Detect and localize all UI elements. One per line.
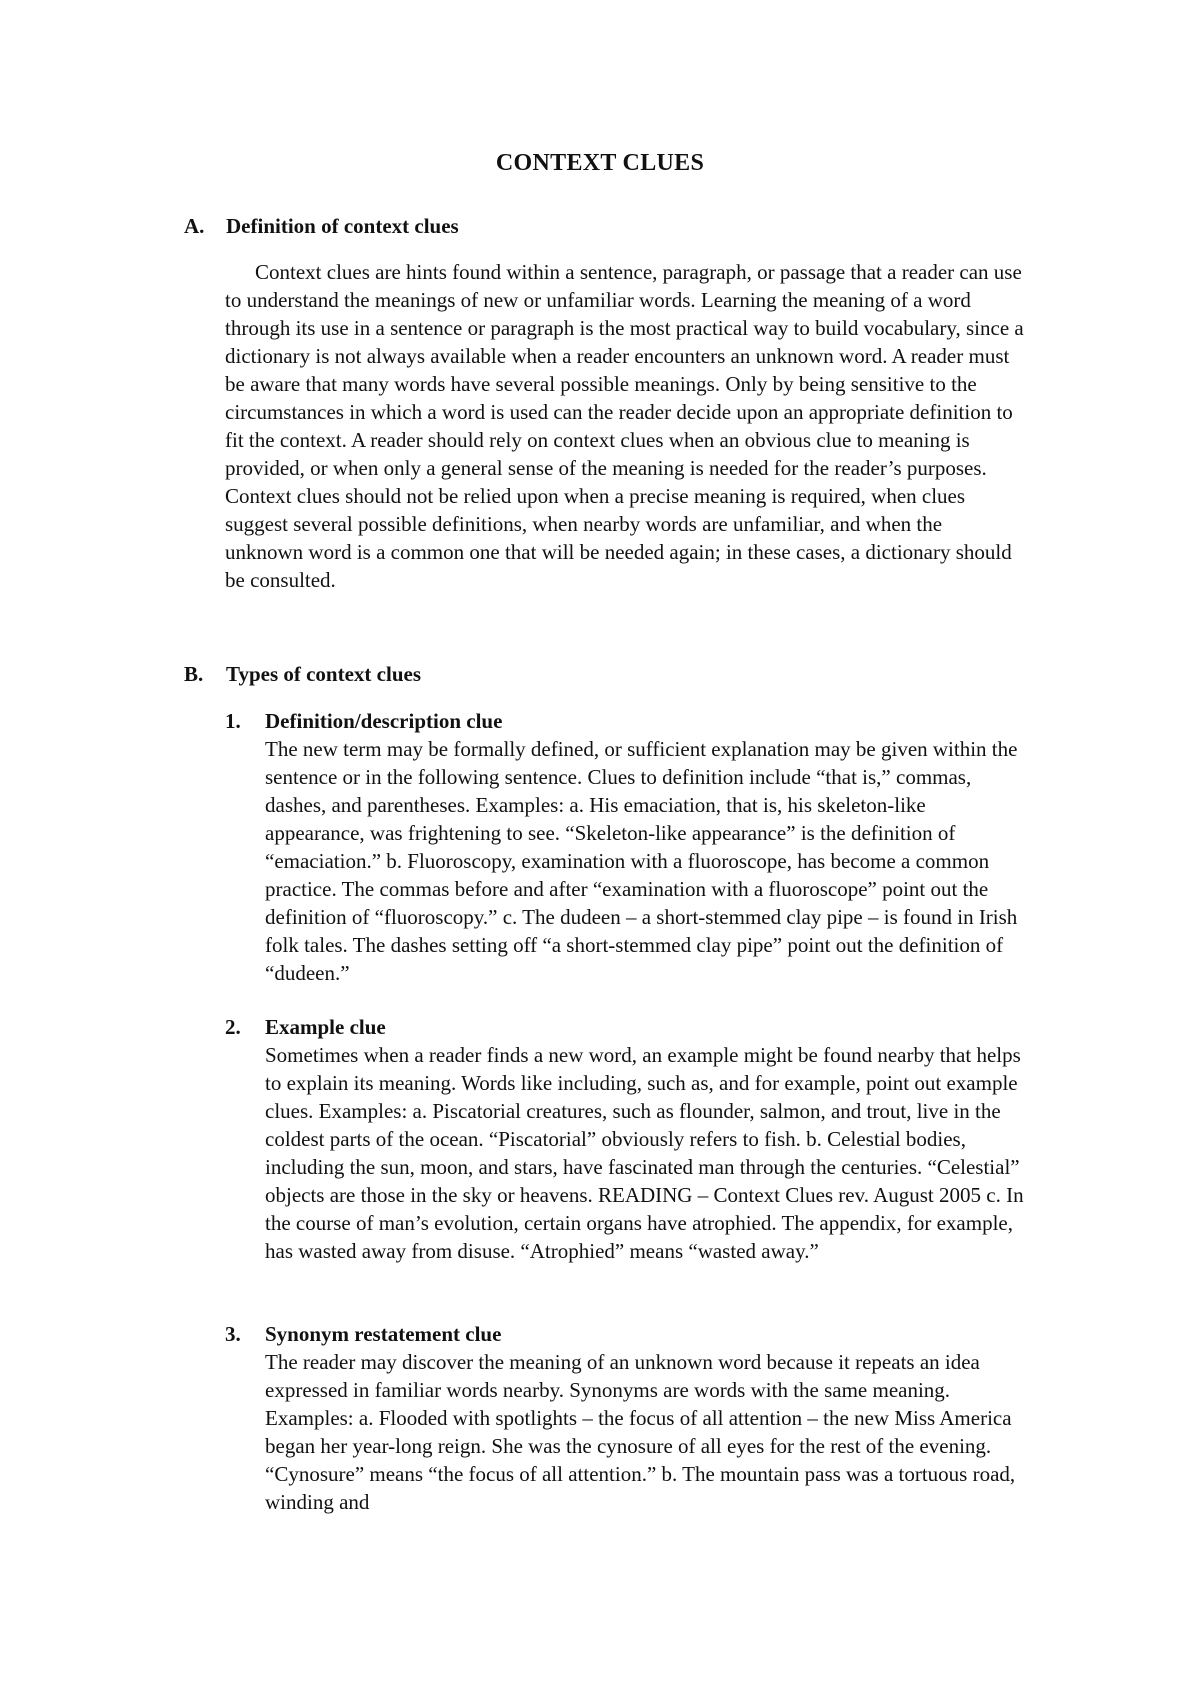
list-item xyxy=(225,1013,1025,1265)
list-item xyxy=(225,707,1025,987)
list-item-heading xyxy=(225,1013,1025,1041)
list-item-title: Synonym restatement clue xyxy=(265,1322,502,1346)
list-item-body: The reader may discover the meaning of an unknown word because it repeats an idea expressed in familiar words nearby. Synonyms are words with the same meaning. Examples: a. Flooded with spotlights – the focus of all attention – the new Miss America began her year-long reign. She was the cynosure of all eyes for the rest of the evening. “Cynosure” means “the focus of all attention.” b. The mountain pass was a tortuous road, winding and xyxy=(265,1350,1016,1514)
section-b-letter: B. xyxy=(184,662,204,686)
list-item-number: 2. xyxy=(225,1015,241,1039)
list-item-heading xyxy=(225,707,1025,735)
document-title: CONTEXT CLUES xyxy=(495,150,705,176)
section-a-heading-text: Definition of context clues xyxy=(226,214,459,238)
list-item-title: Example clue xyxy=(265,1015,386,1039)
list-item-number: 3. xyxy=(225,1322,241,1346)
list-item-heading xyxy=(225,1320,1025,1348)
list-item xyxy=(225,1320,1025,1516)
section-b-heading-text: Types of context clues xyxy=(226,662,421,686)
list-item-title: Definition/description clue xyxy=(265,709,503,733)
list-item-body: The new term may be formally defined, or sufficient explanation may be given within the sentence or in the following sentence. Clues to definition include “that is,” commas, dashes, and parentheses. Examples: a. His emaciation, that is, his skeleton-like appearance, was frightening to see. “Skeleton-like appearance” is the definition of “emaciation.” b. Fluoroscopy, examination with a fluoroscope, has become a common practice. The commas before and after “examination with a fluoroscope” point out the definition of “fluoroscopy.” c. The dudeen – a short-stemmed clay pipe – is found in Irish folk tales. The dashes setting off “a short-stemmed clay pipe” point out the definition of “dudeen.” xyxy=(265,737,1018,985)
section-a-heading xyxy=(184,212,459,240)
section-a-letter: A. xyxy=(184,214,205,238)
section-b-heading xyxy=(184,660,421,688)
section-a-paragraph: Context clues are hints found within a sentence, paragraph, or passage that a reader can use to understand the meanings of new or unfamiliar words. Learning the meaning of a word through its use in a sentence or paragraph is the most practical way to build vocabulary, since a dictionary is not always available when a reader encounters an unknown word. A reader must be aware that many words have several possible meanings. Only by being sensitive to the circumstances in which a word is used can the reader decide upon an appropriate definition to fit the context. A reader should rely on context clues when an obvious clue to meaning is provided, or when only a general sense of the meaning is needed for the reader’s purposes. Context clues should not be relied upon when a precise meaning is required, when clues suggest several possible definitions, when nearby words are unfamiliar, and when the unknown word is a common one that will be needed again; in these cases, a dictionary should be consulted. xyxy=(225,260,1024,592)
list-item-body: Sometimes when a reader finds a new word, an example might be found nearby that helps to explain its meaning. Words like including, such as, and for example, point out example clues. Examples: a. Piscatorial creatures, such as flounder, salmon, and trout, live in the coldest parts of the ocean. “Piscatorial” obviously refers to fish. b. Celestial bodies, including the sun, moon, and stars, have fascinated man through the centuries. “Celestial” objects are those in the sky or heavens. READING – Context Clues rev. August 2005 c. In the course of man’s evolution, certain organs have atrophied. The appendix, for example, has wasted away from disuse. “Atrophied” means “wasted away.” xyxy=(265,1043,1024,1263)
list-item-number: 1. xyxy=(225,709,241,733)
